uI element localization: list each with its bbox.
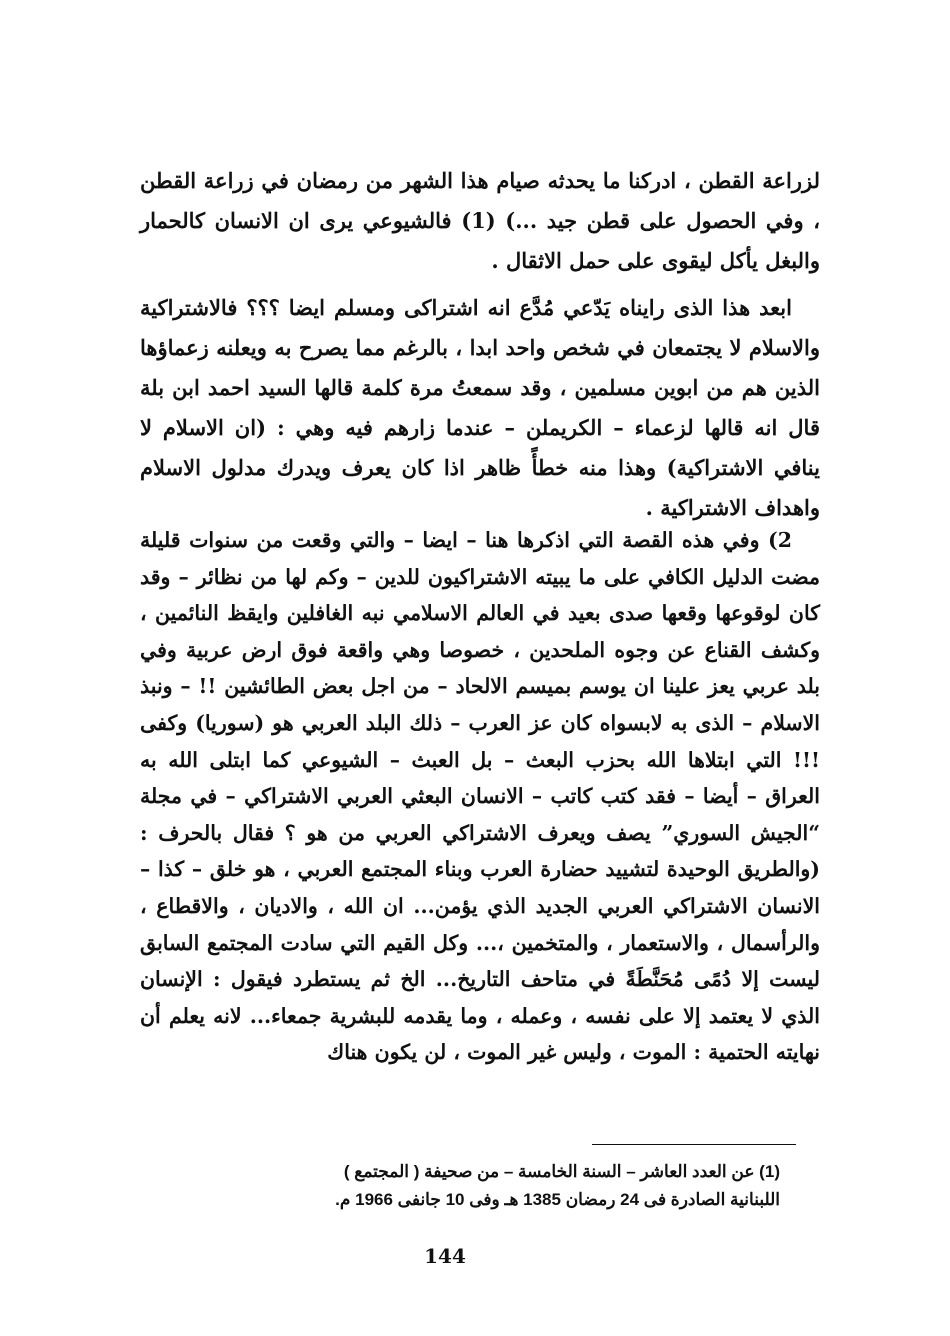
paragraph-socialism-islam: ابعد هذا الذى رايناه يَدّعي مُدَّع انه اشتراكى ومسلم ايضا ؟؟؟ فالاشتراكية والاسلام لا يجتمعان في شخص واحد ابدا ، بالرغم مما يصرح به ويعلنه زعماؤها الذين هم من ابوين مسلمين ، وقد سمعتُ مرة كلمة قالها السيد احمد ابن بلة قال انه قالها لزعماء – الكريملن – عندما زارهم فيه وهي : (ان الاسلام لا ينافي الاشتراكية) وهذا منه خطأً ظاهر اذا كان يعرف ويدرك مدلول الاسلام واهداف الاشتراكية .	[140, 295, 820, 520]
paragraph-continuation: لزراعة القطن ، ادركنا ما يحدثه صيام هذا الشهر من رمضان في زراعة القطن ، وفي الحصول على قطن جيد ...) (1) فالشيوعي يرى ان الانسان كالحمار والبغل يأكل ليقوى على حمل الاثقال .	[140, 168, 820, 273]
paragraph-story: 2) وفي هذه القصة التي اذكرها هنا – ايضا – والتي وقعت من سنوات قليلة مضت الدليل الكافي على ما يبيته الاشتراكيون للدين – وكم لها من نظائر – وقد كان لوقوعها وقعها صدى بعيد في العالم الاسلامي نبه الغافلين وايقظ النائمين ، وكشف القناع عن وجوه الملحدين ، خصوصا وهي واقعة فوق ارض عربية وفي بلد عربي يعز علينا ان يوسم بميسم الالحاد – من اجل بعض الطائشين !! – ونبذ الاسلام – الذى به لابسواه كان عز العرب – ذلك البلد العربي هو (سوريا) وكفى !!! التي ابتلاها الله بحزب البعث – بل العبث – الشيوعي كما ابتلى الله به العراق – أيضا – فقد كتب كاتب – الانسان البعثي العربي الاشتراكي – في مجلة “الجيش السوري” يصف ويعرف الاشتراكي العربي من هو ؟ فقال بالحرف : (والطريق الوحيدة لتشييد حضارة العرب وبناء المجتمع العربي ، هو خلق – كذا – الانسان الاشتراكي العربي الجديد الذي يؤمن... ان الله ، والاديان ، والاقطاع ، والرأسمال ، والاستعمار ، والمتخمين ،... وكل القيم التي سادت المجتمع السابق ليست إلا دُمًى مُحَنَّطَةً في متاحف التاريخ... الخ ثم يستطرد فيقول : الإنسان الذي لا يعتمد إلا على نفسه ، وعمله ، وما يقدمه للبشرية جمعاء... لانه يعلم أن نهايته الحتمية : الموت ، وليس غير الموت ، لن يكون هناك	[140, 528, 820, 1065]
footnote-line-2: اللبنانية الصادرة فى 24 رمضان 1385 هـ وفى 10 جانفى 1966 م.	[335, 1190, 780, 1209]
footnote-separator	[592, 1144, 796, 1145]
page-number: 144	[424, 1244, 466, 1268]
footnote	[140, 1158, 780, 1214]
footnote-line-1: (1) عن العدد العاشر – السنة الخامسة – من صحيفة ( المجتمع )	[343, 1162, 780, 1181]
